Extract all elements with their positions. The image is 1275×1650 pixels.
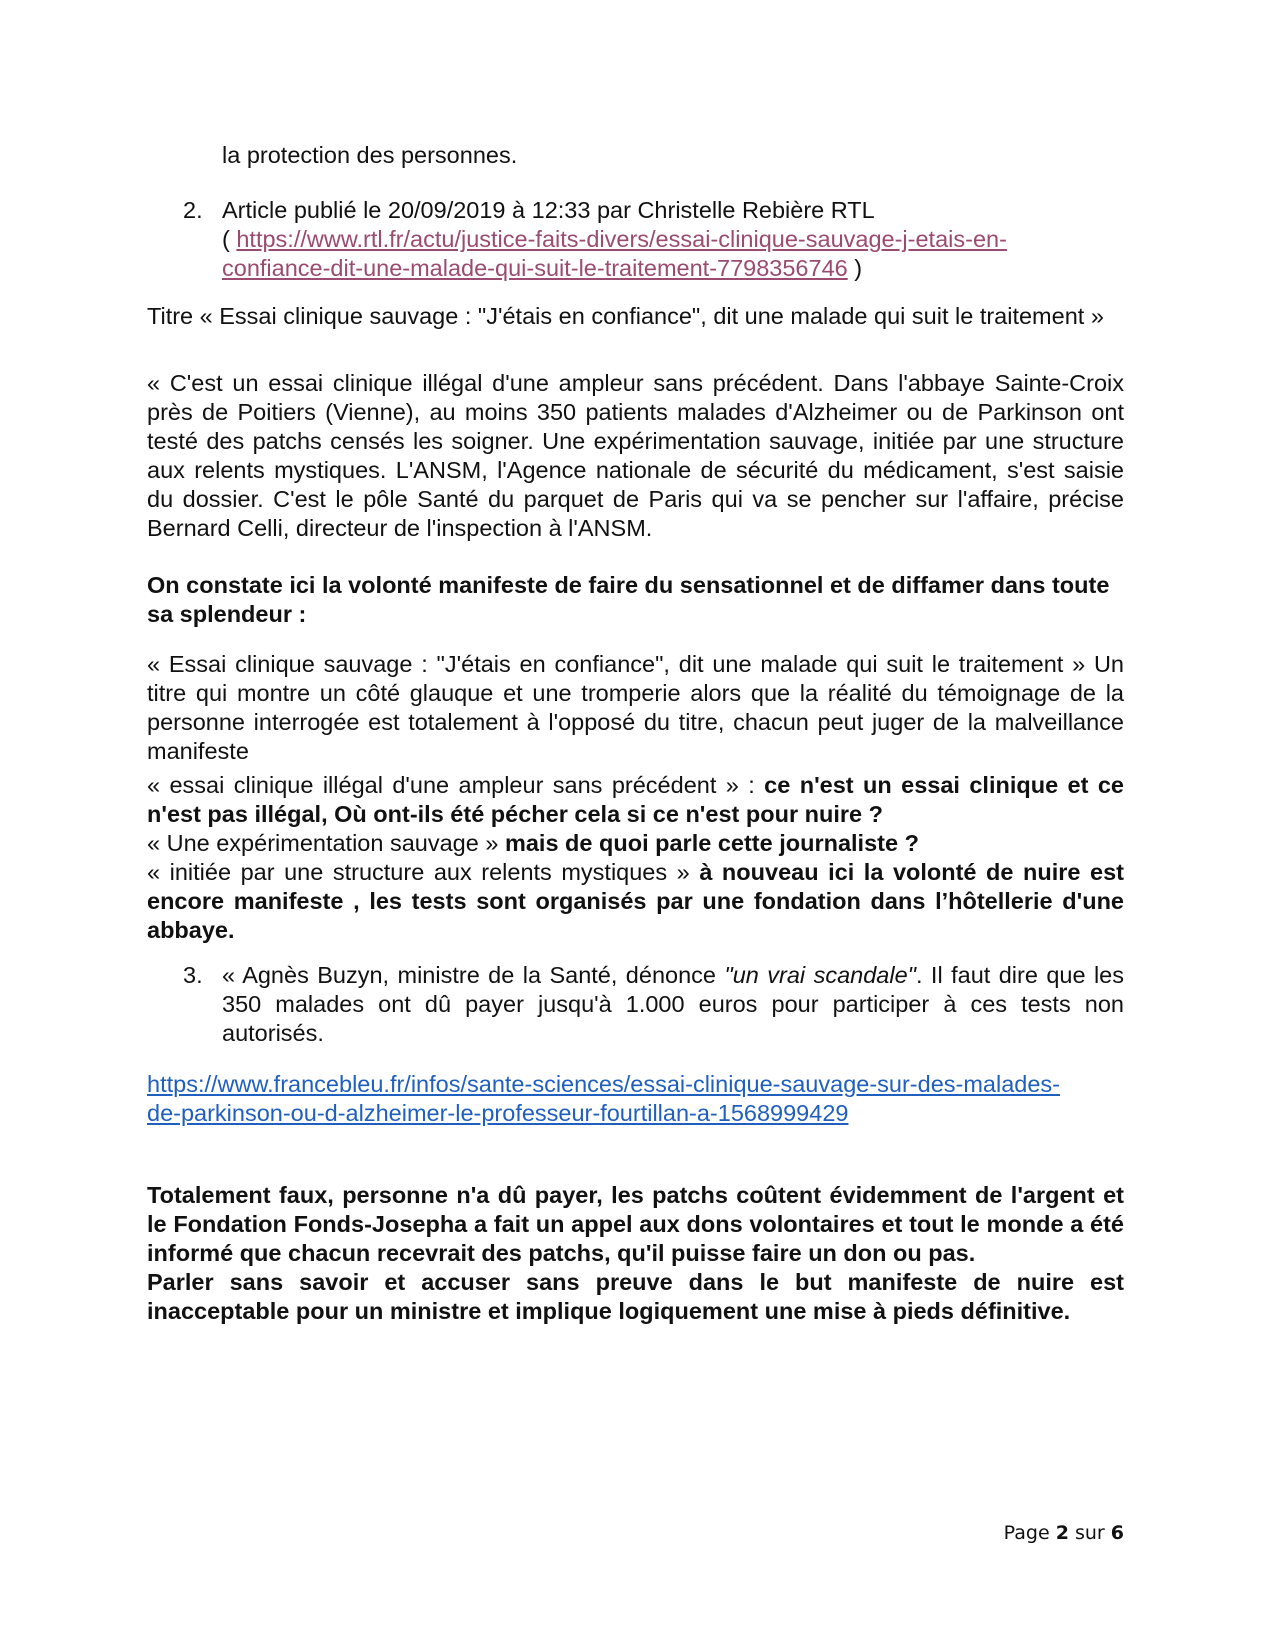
- constate-heading: On constate ici la volonté manifeste de faire du sensationnel et de diffamer dans toute sa splendeur :: [147, 572, 1110, 627]
- francebleu-link-paragraph: [147, 1070, 1124, 1128]
- list-item-2: [222, 196, 1124, 283]
- paren-close: ): [847, 255, 863, 281]
- analysis-paragraph-1: « Essai clinique sauvage : "J'étais en confiance", dit une malade qui suit le traitement » Un titre qui montre un côté glauque et une tromperie alors que la réalité du témoignage de la personne interrogée est totalement à l'opposé du titre, chacun peut juger de la malveillance manifeste: [147, 651, 1124, 764]
- quote-paragraph: « C'est un essai clinique illégal d'une ampleur sans précédent. Dans l'abbaye Sainte-Croix près de Poitiers (Vienne), au moins 350 patients malades d'Alzheimer ou de Parkinson ont testé des patchs censés les soigner. Une expérimentation sauvage, initiée par une structure aux relents mystiques. L'ANSM, l'Agence nationale de sécurité du médicament, s'est saisie du dossier. C'est le pôle Santé du parquet de Paris qui va se pencher sur l'affaire, précise Bernard Celli, directeur de l'inspection à l'ANSM.: [147, 370, 1124, 541]
- page-footer: Page 2 sur 6: [1003, 1522, 1124, 1544]
- rtl-article-link[interactable]: https://www.rtl.fr/actu/justice-faits-divers/essai-clinique-sauvage-j-etais-en- confiance-dit-une-malade-qui-suit-le-traitement-7798356746: [222, 226, 1007, 281]
- francebleu-article-link[interactable]: https://www.francebleu.fr/infos/sante-sciences/essai-clinique-sauvage-sur-des-malades- de-parkinson-ou-d-alzheimer-le-professeur-fourtillan-a-1568999429: [147, 1071, 1060, 1126]
- continuation-text: la protection des personnes.: [222, 142, 518, 168]
- analysis-paragraph-2: « essai clinique illégal d'une ampleur sans précédent » : ce n'est un essai clinique et ce n'est pas illégal, Où ont-ils été pécher cela si ce n'est pour nuire ? « Une expérimentation sauvage » mais de quoi parle cette journaliste ? « initiée par une structure aux relents mystiques » à nouveau ici la volonté de nuire est encore manifeste , les tests sont organisés par une fondation dans l’hôtellerie d'une abbaye.: [147, 772, 1124, 943]
- current-page-number: 2: [1055, 1522, 1069, 1544]
- list-number-2: 2.: [183, 197, 203, 223]
- paren-open: (: [222, 226, 237, 252]
- quoted-scandale: "un vrai scandale": [724, 962, 916, 988]
- conclusion-paragraph: Totalement faux, personne n'a dû payer, les patchs coûtent évidemment de l'argent et le Fondation Fonds-Josepha a fait un appel aux dons volontaires et tout le monde a été informé que chacun recevrait des patchs, qu'il puisse faire un don ou pas. Parler sans savoir et accuser sans preuve dans le but manifeste de nuire est inacceptable pour un ministre et implique logiquement une mise à pieds définitive.: [147, 1182, 1124, 1324]
- list-number-3: 3.: [183, 962, 203, 988]
- list-item-3: « Agnès Buzyn, ministre de la Santé, dénonce "un vrai scandale". Il faut dire que les 350 malades ont dû payer jusqu'à 1.000 euros pour participer à ces tests non autorisés.: [222, 962, 1124, 1046]
- titre-paragraph: Titre « Essai clinique sauvage : "J'étais en confiance", dit une malade qui suit le traitement »: [147, 303, 1104, 329]
- article-info: Article publié le 20/09/2019 à 12:33 par Christelle Rebière RTL: [222, 197, 875, 223]
- total-page-number: 6: [1110, 1522, 1124, 1544]
